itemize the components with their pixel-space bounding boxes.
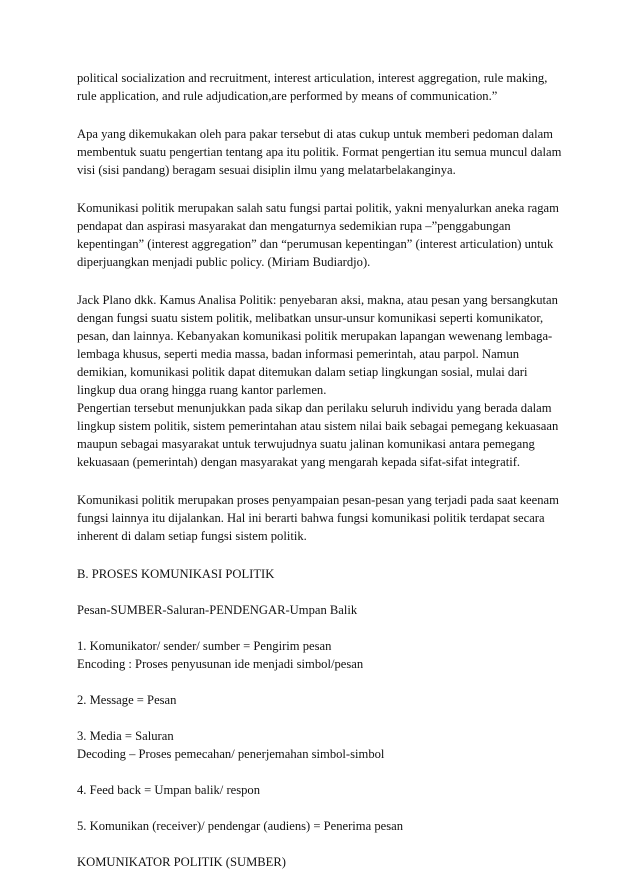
text-line: kepentingan” (interest aggregation” dan “perumusan kepentingan” (interest articulation) untuk: [77, 237, 554, 251]
text-line: lembaga khusus, seperti media massa, badan informasi pemerintah, atau parpol. Namun: [77, 347, 520, 361]
encoding-definition: Encoding : Proses penyusunan ide menjadi simbol/pesan: [77, 657, 364, 671]
komunikasi-politik-paragraph-2: [77, 491, 563, 545]
text-line: rule application, and rule adjudication,are performed by means of communication.”: [77, 89, 498, 103]
text-line: Jack Plano dkk. Kamus Analisa Politik: penyebaran aksi, makna, atau pesan yang bersangkutan: [77, 293, 558, 307]
text-line: Apa yang dikemukakan oleh para pakar tersebut di atas cukup untuk memberi pedoman dalam: [77, 127, 553, 141]
list-item-5: 5. Komunikan (receiver)/ pendengar (audiens) = Penerima pesan: [77, 819, 404, 833]
text-line: lingkup sistem politik, sistem pemerintahan atau sistem nilai baik sebagai pemegang kekuasaan: [77, 419, 559, 433]
list-item-1: 1. Komunikator/ sender/ sumber = Pengirim pesan: [77, 639, 332, 653]
text-line: pendapat dan aspirasi masyarakat dan mengaturnya sedemikian rupa –”penggabungan: [77, 219, 511, 233]
text-line: inherent di dalam setiap fungsi sistem politik.: [77, 529, 307, 543]
section-b-heading: B. PROSES KOMUNIKASI POLITIK: [77, 567, 275, 581]
text-line: fungsi lainnya itu dijalankan. Hal ini berarti bahwa fungsi komunikasi politik terdapat secara: [77, 511, 545, 525]
text-line: maupun sebagai masyarakat untuk terwujudnya suatu jalinan komunikasi antara pemegang: [77, 437, 535, 451]
text-line: kekuasaan (pemerintah) dengan masyarakat yang mengarah kepada sifat-sifat integratif.: [77, 455, 521, 469]
list-item-4: 4. Feed back = Umpan balik/ respon: [77, 783, 261, 797]
text-line: lingkup dua orang hingga ruang kantor parlemen.: [77, 383, 327, 397]
plano-paragraph: [77, 291, 563, 471]
flow-line: Pesan-SUMBER-Saluran-PENDENGAR-Umpan Balik: [77, 603, 358, 617]
komunikasi-politik-paragraph-1: [77, 199, 563, 271]
text-line: diperjuangkan menjadi public policy. (Miriam Budiardjo).: [77, 255, 371, 269]
text-line: demikian, komunikasi politik dapat ditemukan dalam setiap lingkungan sosial, mulai dari: [77, 365, 528, 379]
pengertian-paragraph: [77, 125, 563, 179]
document-page: [77, 69, 563, 889]
text-line: membentuk suatu pengertian tentang apa itu politik. Format pengertian itu semua muncul dalam: [77, 145, 562, 159]
komunikator-politik-heading: KOMUNIKATOR POLITIK (SUMBER): [77, 855, 286, 869]
text-line: political socialization and recruitment, interest articulation, interest aggregation, rule making,: [77, 71, 548, 85]
quote-end-paragraph: [77, 69, 563, 105]
text-line: Komunikasi politik merupakan proses penyampaian pesan-pesan yang terjadi pada saat keenam: [77, 493, 559, 507]
text-line: visi (sisi pandang) beragam sesuai disiplin ilmu yang melatarbelakanginya.: [77, 163, 456, 177]
text-line: pesan, dan lainnya. Kebanyakan komunikasi politik merupakan lapangan wewenang lembaga-: [77, 329, 553, 343]
text-line: Pengertian tersebut menunjukkan pada sikap dan perilaku seluruh individu yang berada dalam: [77, 401, 552, 415]
list-item-3: 3. Media = Saluran: [77, 729, 174, 743]
decoding-definition: Decoding – Proses pemecahan/ penerjemahan simbol-simbol: [77, 747, 385, 761]
list-item-2: 2. Message = Pesan: [77, 693, 177, 707]
text-line: Komunikasi politik merupakan salah satu fungsi partai politik, yakni menyalurkan aneka ragam: [77, 201, 559, 215]
text-line: dengan fungsi suatu sistem politik, melibatkan unsur-unsur komunikasi seperti komunikator,: [77, 311, 544, 325]
